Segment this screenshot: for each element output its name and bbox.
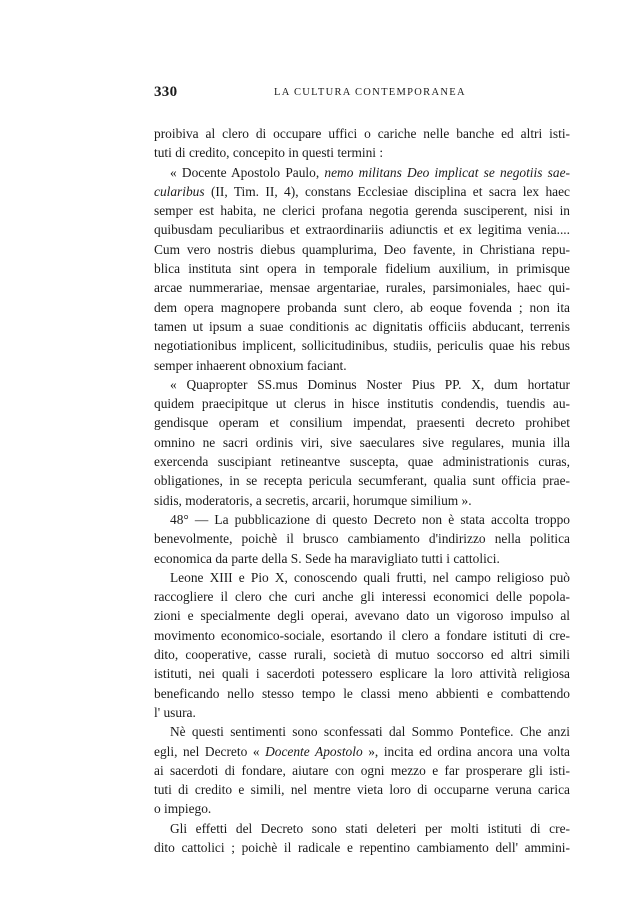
text-line: economica da parte della S. Sede ha maravigliato tutti i cattolici. [154, 550, 500, 566]
text-line: negotiationibus implicent, sollicitudinibus, studiis, periculis quae his rebus [154, 338, 570, 354]
text-line: o impiego. [154, 801, 212, 817]
text-line: dem opera magnopere probanda sunt clero, ab eoque fovenda ; non ita [154, 299, 570, 315]
text-line: semper inhaerent obnoxium faciant. [154, 357, 347, 373]
text-line: zioni e specialmente degli operai, avevano dato un vigoroso impulso al [154, 608, 570, 624]
text-line: omnino ne sacri ordinis viri, sive saeculares sive regulares, munia illa [154, 434, 570, 450]
text-line: movimento economico-sociale, esortando il clero a fondare istituti di cre- [154, 627, 570, 643]
text-line: exercenda suscipiant retineantve suscepta, quae administrationis curas, [154, 454, 570, 470]
text-line [154, 163, 570, 182]
text-line: quibusdam peculiaribus et extraordinariis adiunctis et ex legitima venia.... [154, 222, 570, 238]
text-line: dito, cooperative, casse rurali, società di mutuo soccorso ed altri simili [154, 647, 570, 663]
text-line: proibiva al clero di occupare uffici o cariche nelle banche ed altri isti- [154, 126, 570, 141]
text-line: sidis, moderatoris, a secretis, arcarii, horumque similium ». [154, 492, 472, 508]
text-line: raccogliere il clero che curi anche gli interessi economici delle popola- [154, 589, 570, 605]
italic-phrase: nemo militans Deo implicat se negotiis sae- [324, 164, 570, 180]
text-line: gendisque operam et consilium impendat, praesenti decreto prohibet [154, 415, 570, 431]
text-line: tamen ut ipsum a suae conditionis ac dignitatis officiis abducant, terrenis [154, 318, 570, 334]
text-line: beneficando nello stesso tempo le classi meno abbienti e combattendo [154, 685, 570, 701]
text-segment: « Docente Apostolo Paulo, [170, 164, 325, 180]
text-line [154, 742, 570, 761]
text-line: benevolmente, poichè il brusco cambiamento d'indirizzo nella politica [154, 531, 570, 547]
page-header [154, 84, 570, 104]
text-line: arcae nummerariae, mensae argentariae, rurales, parsimoniales, haec qui- [154, 280, 570, 296]
text-line: Cum vero nostris diebus quamplurima, Deo favente, in Christiana repu- [154, 241, 570, 257]
text-line: Nè questi sentimenti sono sconfessati dal Sommo Pontefice. Che anzi [170, 724, 570, 740]
text-segment: (II, Tim. II, 4), constans Ecclesiae disciplina et sacra lex haec [204, 183, 570, 199]
text-line: tuti di credito, concepito in questi termini : [154, 145, 384, 161]
text-line: l' usura. [154, 704, 196, 720]
text-line: semper est habita, ne clerici profana negotia gerenda susciperent, nisi in [154, 203, 570, 219]
text-line: istituti, nei quali i sacerdoti potessero esplicare la loro attività religiosa [154, 666, 570, 682]
text-line: dito cattolici ; poichè il radicale e repentino cambiamento dell' ammini- [154, 839, 570, 855]
text-line: Leone XIII e Pio X, conoscendo quali frutti, nel campo religioso può [170, 569, 570, 585]
text-line: ai sacerdoti di fondare, aiutare con ogni mezzo e far prosperare gli isti- [154, 762, 570, 778]
text-segment: egli, nel Decreto « [154, 743, 266, 759]
text-line: obligationes, in se recepta pericula secumferant, qualia sunt officia prae- [154, 473, 570, 489]
text-segment: », incita ed ordina ancora una volta [362, 743, 570, 759]
text-line: quidem praecipitque ut clerus in hisce institutis condendis, tuendis au- [154, 396, 570, 412]
text-line: « Quapropter SS.mus Dominus Noster Pius PP. X, dum hortatur [170, 376, 570, 392]
text-line: blica instituta sint opera in temporale fidelium auxilium, in primisque [154, 261, 570, 277]
page-number: 330 [154, 84, 178, 100]
italic-phrase: cularibus [154, 183, 205, 199]
running-title: LA CULTURA CONTEMPORANEA [274, 87, 466, 98]
text-line: tuti di credito e simili, nel mentre vieta loro di occuparne veruna carica [154, 782, 570, 798]
text-line: Gli effetti del Decreto sono stati deleteri per molti istituti di cre- [170, 820, 570, 836]
text-line [154, 182, 570, 201]
body-text [154, 124, 570, 857]
text-line: 48° — La pubblicazione di questo Decreto non è stata accolta troppo [170, 511, 570, 527]
italic-phrase: Docente Apostolo [265, 743, 363, 759]
